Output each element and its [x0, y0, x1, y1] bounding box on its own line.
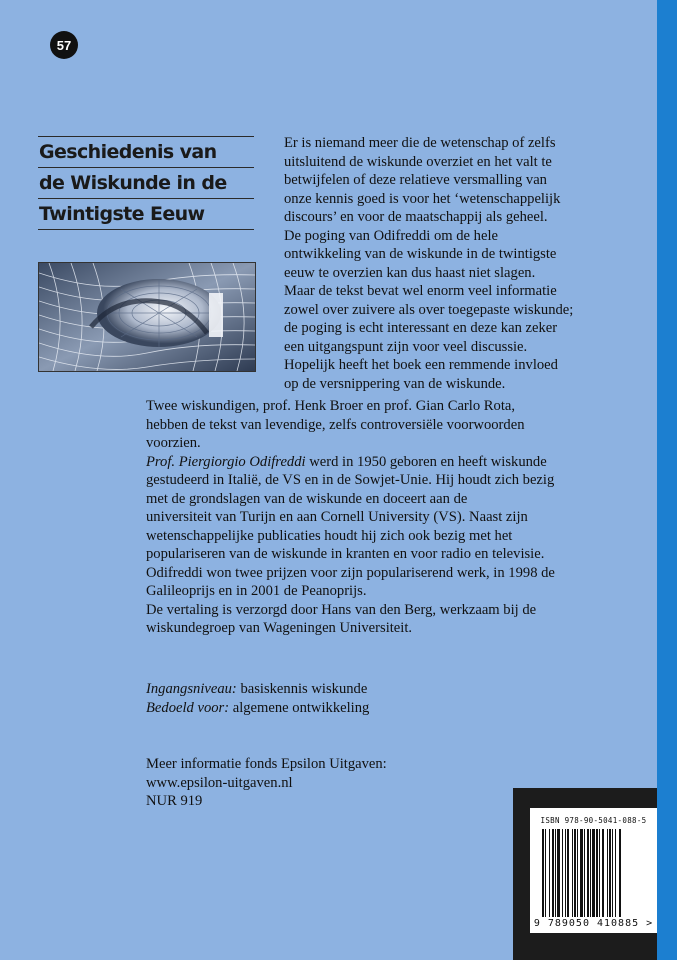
- title-line-1: Geschiedenis van: [38, 136, 254, 167]
- audience-line: [146, 699, 369, 718]
- page-number-badge: 57: [50, 31, 78, 59]
- bio-line: populariseren van de wiskunde in kranten en voor radio en televisie.: [146, 546, 545, 562]
- barcode-bar: [590, 829, 591, 917]
- book-title: [38, 136, 254, 230]
- intro-line: hebben de tekst van levendige, zelfs controversiële voorwoorden: [146, 416, 525, 433]
- bio-line: universiteit van Turijn en aan Cornell University (VS). Naast zijn: [146, 509, 528, 525]
- nur-code: NUR 919: [146, 793, 203, 809]
- barcode-bar: [562, 829, 563, 917]
- author-line-rest: werd in 1950 geboren en heeft wiskunde: [305, 453, 547, 470]
- author-name: Prof. Piergiorgio Odifreddi: [146, 453, 306, 470]
- title-rule: [38, 229, 254, 230]
- bio-line: Odifreddi won twee prijzen voor zijn populariserend werk, in 1998 de: [146, 564, 555, 581]
- barcode-bar: [577, 829, 578, 917]
- summary-line: De poging van Odifreddi om de hele: [284, 227, 498, 244]
- barcode-bar: [574, 829, 576, 917]
- summary-line: betwijfelen of deze relatieve versmalling van: [284, 172, 547, 188]
- summary-paragraph: [284, 134, 573, 393]
- barcode-bar: [545, 829, 546, 917]
- barcode-bar: [615, 829, 616, 917]
- summary-line: discours’ en voor de maatschappij als geheel.: [284, 209, 548, 225]
- summary-line: onze kennis goed is voor het ‘wetenschappelijk: [284, 190, 561, 207]
- title-line-3: Twintigste Eeuw: [38, 198, 254, 229]
- bio-line: wetenschappelijke publicaties houdt hij zich ook bezig met het: [146, 527, 513, 544]
- barcode-bar: [542, 829, 544, 917]
- intro-line: Twee wiskundigen, prof. Henk Broer en prof. Gian Carlo Rota,: [146, 398, 515, 414]
- barcode-bar: [565, 829, 566, 917]
- summary-line: Hopelijk heeft het boek een remmende invloed: [284, 357, 558, 373]
- summary-line: ontwikkeling van de wiskunde in de twintigste: [284, 246, 557, 262]
- bio-line: wiskundegroep van Wageningen Universiteit.: [146, 620, 413, 636]
- barcode-bar: [557, 829, 560, 917]
- spine-stripe: [657, 0, 677, 960]
- level-value: basiskennis wiskunde: [236, 681, 368, 697]
- barcode-bar: [587, 829, 589, 917]
- summary-line: Er is niemand meer die de wetenschap of zelfs: [284, 135, 556, 151]
- summary-line: zowel over zuivere als over toegepaste wiskunde;: [284, 301, 574, 318]
- bio-line: met de grondslagen van de wiskunde en doceert aan de: [146, 490, 468, 507]
- barcode-bar: [596, 829, 598, 917]
- summary-line: Maar de tekst bevat wel enorm veel informatie: [284, 283, 557, 299]
- summary-line: op de versnippering van de wiskunde.: [284, 375, 506, 392]
- barcode-bar: [567, 829, 569, 917]
- level-line: [146, 680, 369, 699]
- audience-value: algemene ontwikkeling: [229, 699, 370, 716]
- barcode-bar: [619, 829, 621, 917]
- barcode-bar: [592, 829, 595, 917]
- barcode-bar: [607, 829, 608, 917]
- intro-line: voorzien.: [146, 435, 201, 451]
- audience-info: [146, 680, 369, 717]
- barcode-bar: [572, 829, 573, 917]
- publisher-website: www.epsilon-uitgaven.nl: [146, 774, 293, 791]
- barcode-bar: [549, 829, 550, 917]
- ean-number: 9 789050 410885 >: [533, 918, 654, 929]
- title-line-2: de Wiskunde in de: [38, 167, 254, 198]
- barcode-bar: [555, 829, 556, 917]
- isbn-label: ISBN 978-90-5041-088-5: [540, 816, 647, 825]
- author-paragraph: [146, 397, 555, 638]
- barcode-bar: [612, 829, 613, 917]
- publisher-info: [146, 755, 387, 811]
- audience-label: Bedoeld voor:: [146, 699, 230, 716]
- summary-line: de poging is echt interessant en deze kan zeker: [284, 320, 558, 336]
- bio-line: Galileoprijs en in 2001 de Peanoprijs.: [146, 583, 367, 599]
- summary-line: een uitgangspunt zijn voor veel discussie.: [284, 338, 528, 355]
- barcode-bar: [602, 829, 604, 917]
- barcode-bar: [609, 829, 611, 917]
- bio-line: gestudeerd in Italië, de VS en in de Sowjet-Unie. Hij houdt zich bezig: [146, 472, 555, 488]
- cover-illustration: [38, 262, 256, 372]
- barcode-bar: [580, 829, 583, 917]
- summary-line: eeuw te overzien kan dus haast niet slagen.: [284, 264, 536, 281]
- author-line: [146, 453, 555, 472]
- bio-line: De vertaling is verzorgd door Hans van den Berg, werkzaam bij de: [146, 601, 537, 618]
- barcode: [530, 808, 657, 933]
- summary-line: uitsluitend de wiskunde overziet en het valt te: [284, 153, 552, 170]
- publisher-line: Meer informatie fonds Epsilon Uitgaven:: [146, 756, 387, 772]
- barcode-bars: [542, 829, 645, 917]
- barcode-bar: [599, 829, 600, 917]
- level-label: Ingangsniveau:: [146, 681, 237, 697]
- barcode-bar: [552, 829, 554, 917]
- barcode-bar: [584, 829, 585, 917]
